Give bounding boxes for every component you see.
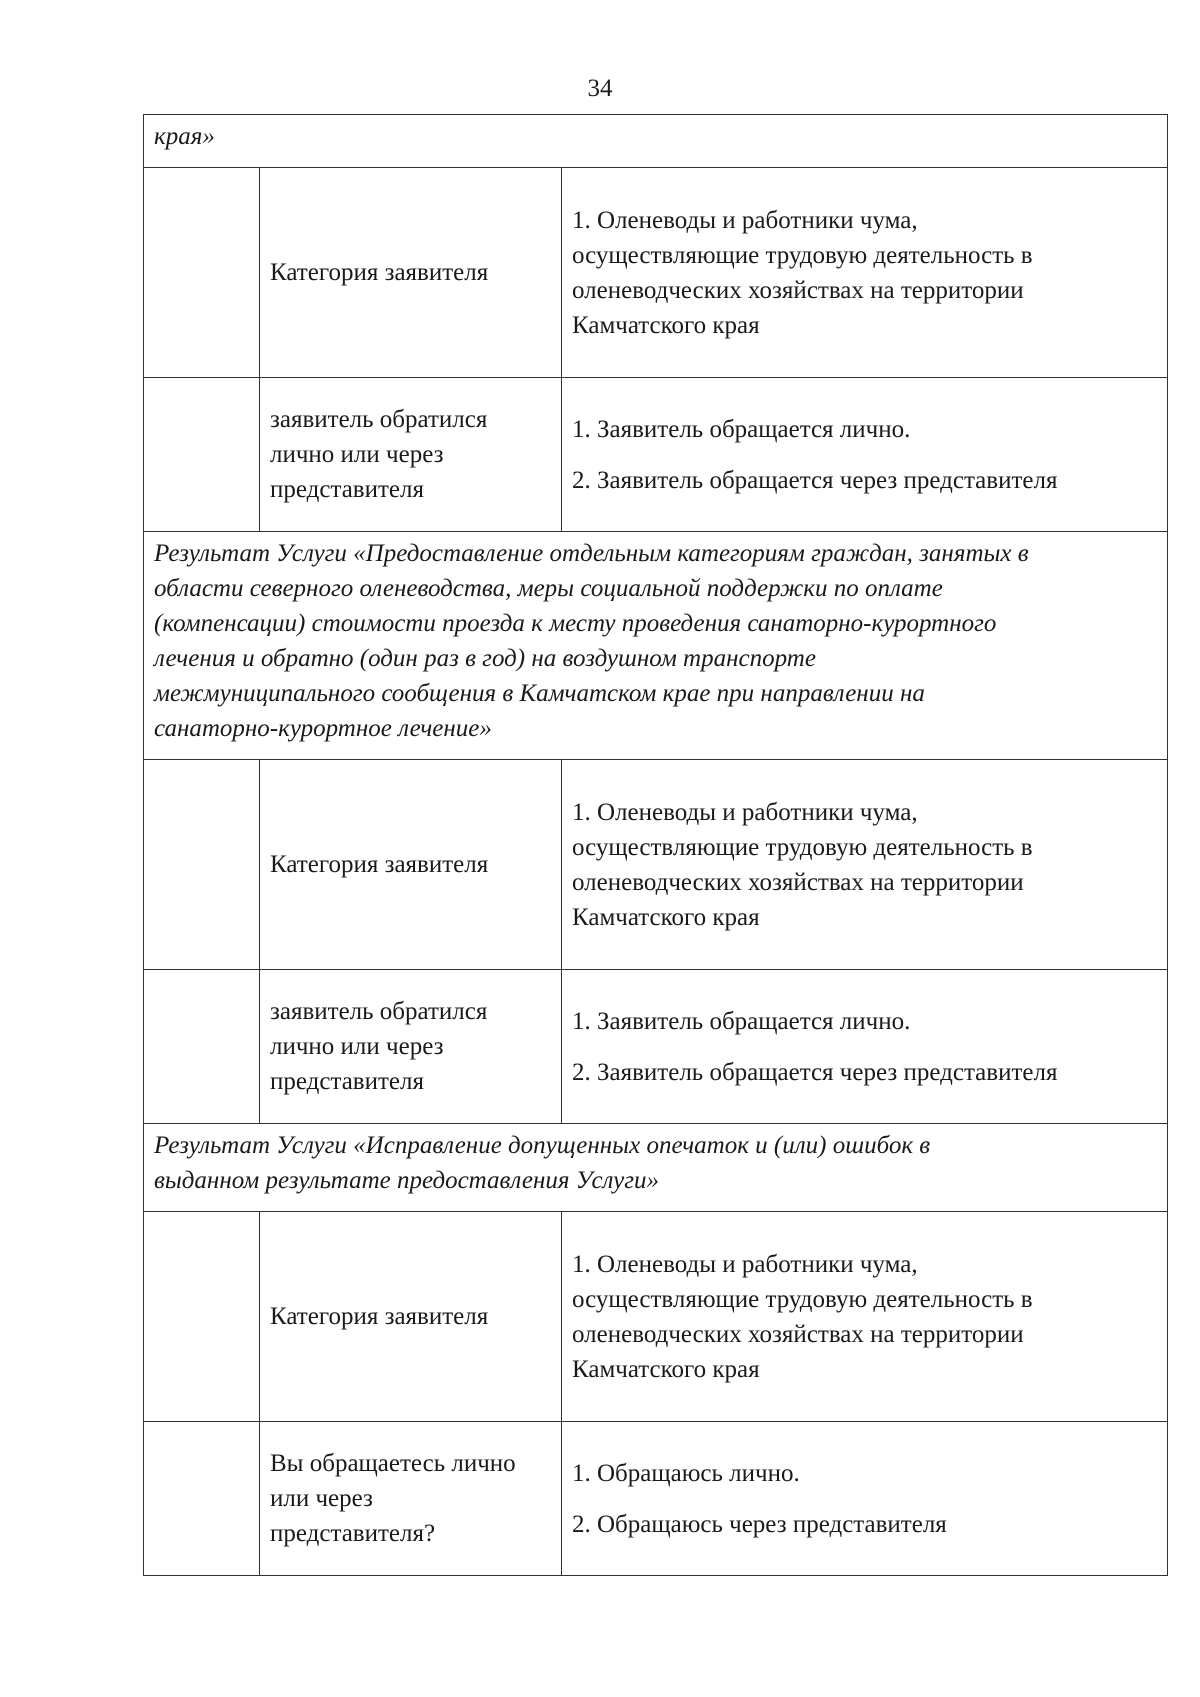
option-line: 2. Заявитель обращается через представителя [572, 466, 1058, 494]
table-row [144, 1212, 1168, 1422]
empty-cell [144, 168, 260, 378]
answer-cell [562, 1212, 1168, 1422]
table-row [144, 1124, 1168, 1212]
empty-cell [144, 970, 260, 1124]
section-title-line: межмуниципального сообщения в Камчатском крае при направлении на [154, 680, 925, 707]
answer-cell [562, 168, 1168, 378]
question-label: Категория заявителя [270, 1303, 489, 1330]
question-label-cell [260, 168, 562, 378]
question-label: или через [270, 1485, 373, 1512]
option-line: 1. Заявитель обращается лично. [572, 415, 911, 443]
question-label: лично или через [270, 1033, 444, 1060]
section-title-line: Результат Услуги «Исправление допущенных опечаток и (или) ошибок в [154, 1132, 931, 1159]
section-title-line: выданном результате предоставления Услуги» [154, 1167, 659, 1194]
answer-cell [562, 378, 1168, 532]
question-label-cell [260, 378, 562, 532]
section-title-line: Результат Услуги «Предоставление отдельным категориям граждан, занятых в [154, 540, 1029, 567]
section-title-line: края» [154, 123, 215, 150]
option-line: 1. Обращаюсь лично. [572, 1459, 800, 1487]
empty-cell [144, 378, 260, 532]
question-label: Категория заявителя [270, 259, 489, 286]
option-line: 2. Заявитель обращается через представителя [572, 1058, 1058, 1086]
question-label: представителя [270, 476, 424, 503]
answer-line: Камчатского края [572, 903, 760, 931]
table-row [144, 532, 1168, 760]
section-title-line: области северного оленеводства, меры социальной поддержки по оплате [154, 575, 943, 602]
empty-cell [144, 1212, 260, 1422]
answer-cell [562, 1422, 1168, 1576]
answer-line: 1. Оленеводы и работники чума, [572, 1250, 918, 1278]
question-label: заявитель обратился [270, 998, 488, 1025]
empty-cell [144, 1422, 260, 1576]
answer-line: осуществляющие трудовую деятельность в [572, 833, 1033, 861]
answer-line: осуществляющие трудовую деятельность в [572, 241, 1033, 269]
section-title-continuation [144, 115, 1168, 168]
answer-line: оленеводческих хозяйствах на территории [572, 276, 1024, 304]
answer-line: осуществляющие трудовую деятельность в [572, 1285, 1033, 1313]
table-row [144, 1422, 1168, 1576]
service-table [143, 114, 1168, 1576]
empty-cell [144, 760, 260, 970]
question-label: заявитель обратился [270, 406, 488, 433]
question-label: лично или через [270, 441, 444, 468]
answer-line: 1. Оленеводы и работники чума, [572, 798, 918, 826]
question-label: представителя? [270, 1520, 436, 1547]
question-label-cell [260, 970, 562, 1124]
section-title-line: (компенсации) стоимости проезда к месту проведения санаторно-курортного [154, 610, 997, 637]
answer-line: Камчатского края [572, 1355, 760, 1383]
answer-cell [562, 760, 1168, 970]
page-number: 34 [587, 75, 613, 102]
section-title-line: лечения и обратно (один раз в год) на воздушном транспорте [154, 645, 816, 672]
question-label: Вы обращаетесь лично [270, 1450, 516, 1477]
table-row [144, 970, 1168, 1124]
table-row [144, 115, 1168, 168]
answer-cell [562, 970, 1168, 1124]
answer-line: оленеводческих хозяйствах на территории [572, 1320, 1024, 1348]
section-title-line: санаторно-курортное лечение» [154, 715, 492, 742]
option-line: 2. Обращаюсь через представителя [572, 1510, 947, 1538]
table-row [144, 378, 1168, 532]
question-label: представителя [270, 1068, 424, 1095]
question-label-cell [260, 1422, 562, 1576]
answer-line: 1. Оленеводы и работники чума, [572, 206, 918, 234]
table-row [144, 760, 1168, 970]
section-title [144, 1124, 1168, 1212]
section-title [144, 532, 1168, 760]
option-line: 1. Заявитель обращается лично. [572, 1007, 911, 1035]
table-row [144, 168, 1168, 378]
question-label: Категория заявителя [270, 851, 489, 878]
question-label-cell [260, 760, 562, 970]
question-label-cell [260, 1212, 562, 1422]
answer-line: Камчатского края [572, 311, 760, 339]
answer-line: оленеводческих хозяйствах на территории [572, 868, 1024, 896]
